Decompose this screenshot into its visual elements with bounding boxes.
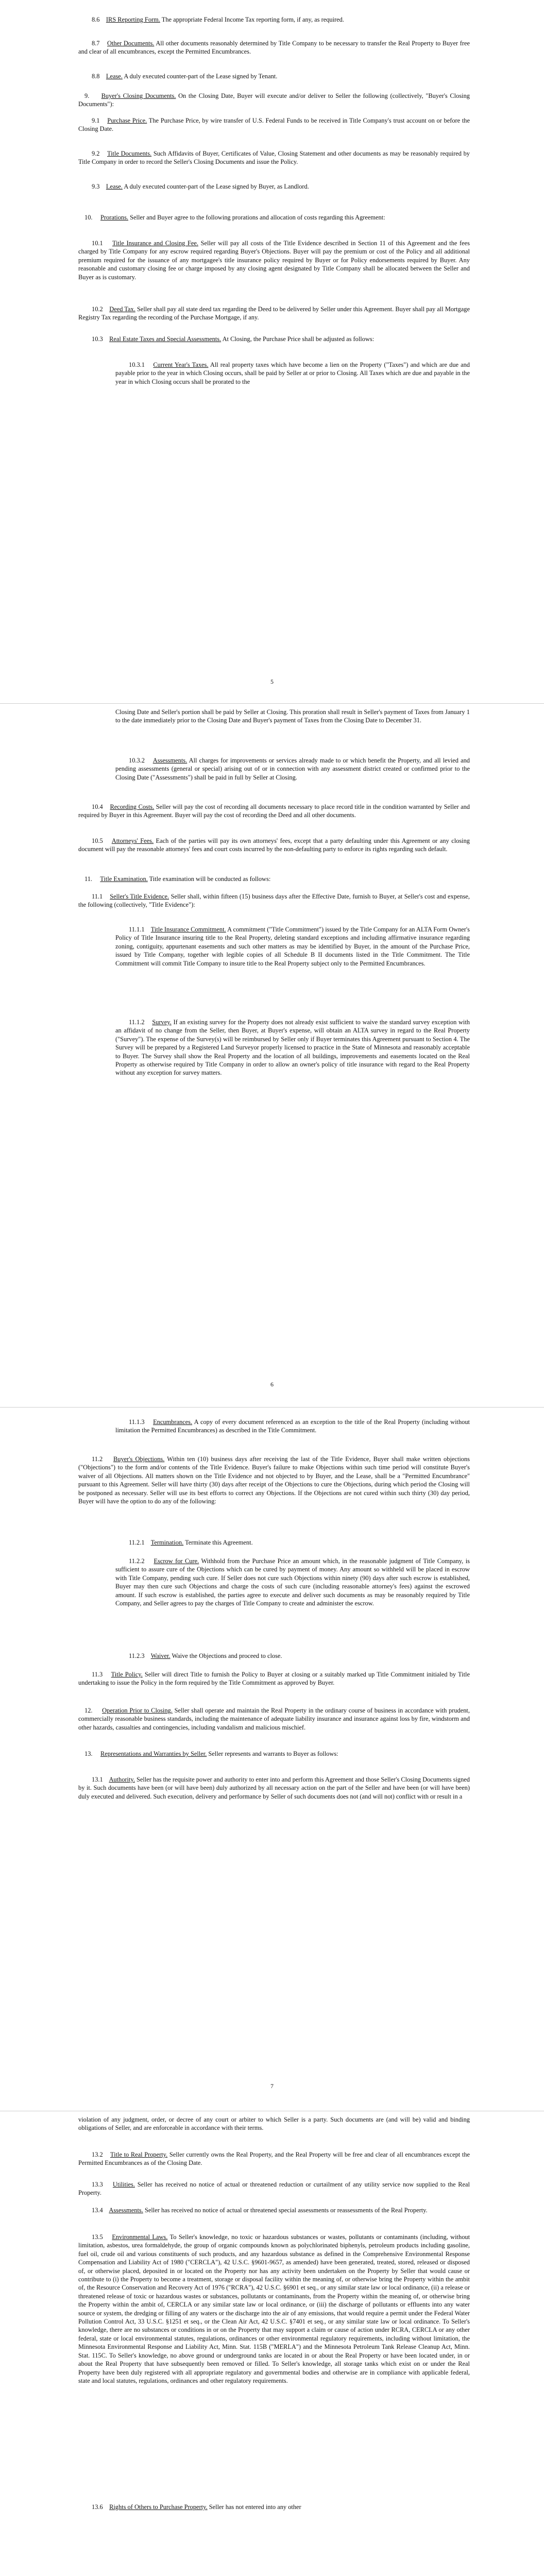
paragraph-10-4 (78, 803, 470, 820)
page-number: 5 (270, 678, 274, 685)
paragraph-13-1 (78, 1775, 470, 1801)
section-title: Representations and Warranties by Seller. (100, 1750, 207, 1757)
section-title: Survey. (152, 1019, 172, 1026)
paragraph-10-5 (78, 837, 470, 854)
section-number: 13.2 (92, 2151, 103, 2158)
section-text: Waive the Objections and proceed to close. (172, 1652, 282, 1659)
section-number: 11.1.2 (129, 1019, 145, 1026)
section-title: Title Documents. (107, 150, 152, 157)
section-number: 9.1 (92, 117, 100, 124)
section-text: Seller shall operate and maintain the Real Property in the ordinary course of business in accordance with prudent, commercially reasonable business standards, including the maintenance of adequate liability insurance and insurance against loss by fire, windstorm and other hazards, casualties and contingencies, including vandalism and malicious mischief. (78, 1707, 470, 1731)
section-title: Title to Real Property. (110, 2151, 168, 2158)
paragraph-11-1-3 (115, 1418, 470, 1435)
section-title: Rights of Others to Purchase Property. (109, 2503, 208, 2511)
paragraph-10-2 (78, 305, 470, 322)
section-text: All charges for improvements or services already made to or which benefit the Property, and all levied and pending assessments (general or special) arising out of or in connection with any assessment district created or confirmed prior to the Closing Date ("Assessments") shall be paid in full by Seller at Closing. (115, 757, 470, 781)
paragraph-11-2-2 (115, 1557, 470, 1607)
paragraph-8-6 (78, 15, 470, 24)
section-title: Termination. (150, 1539, 184, 1546)
section-number: 11.1 (92, 893, 103, 900)
paragraph-10-3-1 (115, 361, 470, 386)
section-number: 10.4 (92, 803, 103, 810)
paragraph-11-1 (78, 892, 470, 909)
section-text: The appropriate Federal Income Tax reporting form, if any, as required. (161, 16, 344, 23)
section-number: 11.1.1 (129, 926, 145, 933)
section-text: All real property taxes which have become a lien on the Property ("Taxes") and which are due and payable prior to the year in which Closing occurs, shall be paid by Seller at or prior to Closing. All Taxes which are due and payable in the year in which Closing occurs shall be prorated to the (115, 361, 470, 385)
paragraph-11-2-3 (115, 1652, 470, 1660)
section-text: All other documents reasonably determined by Title Company to be necessary to transfer the Real Property to Buyer free and clear of all encumbrances, except the Permitted Encumbrances. (78, 40, 470, 56)
section-title: IRS Reporting Form. (106, 16, 160, 23)
section-title: Lease. (106, 73, 123, 80)
page (0, 704, 544, 1407)
section-title: Other Documents. (107, 40, 155, 47)
paragraph-10-1 (78, 239, 470, 281)
section-title: Title Insurance Commitment. (150, 926, 226, 933)
paragraph-continuation (78, 2115, 470, 2132)
section-number: 11.2.2 (129, 1557, 145, 1565)
page (0, 1408, 544, 2111)
section-title: Prorations. (100, 214, 129, 221)
section-title: Purchase Price. (107, 117, 147, 124)
section-number: 13.3 (92, 2181, 103, 2188)
paragraph-8-8 (78, 72, 470, 80)
section-number: 11.3 (92, 1671, 103, 1678)
section-title: Title Insurance and Closing Fee. (112, 240, 198, 247)
section-title: Buyer's Closing Documents. (101, 92, 176, 99)
section-title: Authority. (109, 1776, 135, 1783)
section-text: Seller and Buyer agree to the following prorations and allocation of costs regarding this Agreement: (130, 214, 385, 221)
section-title: Title Policy. (111, 1671, 143, 1678)
section-title: Deed Tax. (109, 306, 135, 313)
section-text: Closing Date and Seller's portion shall be paid by Seller at Closing. This proration shall result in Seller's payment of Taxes from January 1 to the date immediately prior to the Closing Date and Buyer's payment of Taxes from the Closing Date to December 31. (115, 708, 470, 724)
page (0, 2111, 544, 2576)
section-title: Seller's Title Evidence. (110, 893, 169, 900)
section-text: Terminate this Agreement. (185, 1539, 253, 1546)
page-number: 7 (270, 2082, 274, 2090)
paragraph-10 (78, 213, 470, 222)
section-number: 9. (84, 92, 90, 99)
paragraph-8-7 (78, 39, 470, 56)
section-text: Each of the parties will pay its own attorneys' fees, except that a party defaulting under this Agreement or any closing document will pay the reasonable attorneys' fees and court costs incurred by the non-defaulting party to enforce its rights regarding such default. (78, 837, 470, 853)
section-number: 10.3.2 (129, 757, 145, 764)
section-text: Seller will pay all costs of the Title Evidence described in Section 11 of this Agreement and the fees charged by Title Company for any escrow required regarding Buyer's Objections. Buyer will pay the premium or cost of the Policy and all additional premium required for the issuance of any mortgagee's title insurance policy required by Buyer or for Policy endorsements required by Buyer. Any reasonable and customary closing fee or charge imposed by any closing agent designated by Title Company shall be allocated between the Seller and Buyer as is customary. (78, 240, 470, 281)
section-text: Seller has the requisite power and authority to enter into and perform this Agreement and those Seller's Closing Documents signed by it. Such documents have been (or will have been) duly authorized by all necessary action on the part of the Seller and have been (or will have been) duly executed and delivered. Such execution, delivery and performance by Seller of such documents does not (and will not) conflict with or result in a (78, 1776, 470, 1800)
section-number: 10.1 (92, 240, 103, 247)
section-text: Seller currently owns the Real Property, and the Real Property will be free and clear of all encumbrances except the Permitted Encumbrances as of the Closing Date. (78, 2151, 470, 2167)
section-title: Utilities. (112, 2181, 135, 2188)
paragraph-11 (78, 875, 470, 883)
paragraph-10-3-2 (115, 756, 470, 782)
section-title: Escrow for Cure. (154, 1557, 199, 1565)
section-number: 8.8 (92, 73, 100, 80)
section-title: Waiver. (150, 1652, 171, 1659)
paragraph-13-6 (78, 2503, 470, 2511)
section-text: Seller represents and warrants to Buyer as follows: (208, 1750, 338, 1757)
section-text: At Closing, the Purchase Price shall be adjusted as follows: (222, 335, 375, 343)
paragraph-13-3 (78, 2180, 470, 2197)
paragraph-11-1-1 (115, 925, 470, 968)
paragraph-9-3 (78, 182, 470, 191)
section-title: Real Estate Taxes and Special Assessments. (109, 335, 222, 343)
section-number: 9.2 (92, 150, 100, 157)
paragraph-continuation (115, 708, 470, 725)
section-title: Title Examination. (100, 875, 148, 883)
paragraph-11-1-2 (115, 1018, 470, 1077)
section-text: To Seller's knowledge, no toxic or hazardous substances or wastes, pollutants or contaminants (including, without limitation, asbestos, urea formaldehyde, the group of organic compounds known as polychlorinated biphenyls, petroleum products including gasoline, fuel oil, crude oil and various constituents of such products, and any hazardous substance as defined in the Comprehensive Environmental Response Compensation and Liability Act of 1980 ("CERCLA"), 42 U.S.C. §9601-9657, as amended) have been generated, treated, stored, released or disposed of, or otherwise placed, deposited in or located on the Property nor has any activity been undertaken on the Property by Seller that would cause or contribute to (i) the Property to become a treatment, storage or disposal facility within the meaning of, or otherwise bring the Property within the ambit of, the Resource Conservation and Recovery Act of 1976 ("RCRA"), 42 U.S.C. §6901 et seq., or any similar state law or local ordinance, (ii) a release or threatened release of toxic or hazardous wastes or substances, pollutants or contaminants, from the Property within the meaning of, or otherwise bring the Property within the ambit of, CERCLA or any similar state law or local ordinance, or (iii) the discharge of pollutants or effluents into any water source or system, the dredging or filling of any waters or the discharge into the air of any emissions, that would require a permit under the Federal Water Pollution Control Act, 33 U.S.C. §1251 et seq., or the Clean Air Act, 42 U.S.C. §7401 et seq., or any similar state law or local ordinance. To Seller's knowledge, there are no substances or conditions in or on the Property that may support a claim or cause of action under RCRA, CERCLA or any other federal, state or local environmental statutes, regulations, ordinances or other environmental regulatory requirements, including without limitation, the Minnesota Environmental Response and Liability Act, Minn. Stat. 115B ("MERLA") and the Minnesota Petroleum Tank Release Cleanup Act, Minn. Stat. 115C. To Seller's knowledge, no above ground or underground tanks are located in or about the Real Property or have been located under, in or about the Real Property that have subsequently been removed or filled. To Seller's knowledge, all storage tanks which exist on or under the Real Property have been duly registered with all appropriate regulatory and governmental bodies and otherwise are in compliance with applicable federal, state and local statutes, regulations, ordinances and other regulatory requirements. (78, 2233, 470, 2384)
paragraph-13-2 (78, 2150, 470, 2167)
section-number: 10.3.1 (129, 361, 145, 368)
section-text: Seller has received no notice of actual or threatened reduction or curtailment of any utility service now supplied to the Real Property. (78, 2181, 470, 2197)
section-number: 13. (84, 1750, 93, 1757)
section-number: 10. (84, 214, 93, 221)
section-title: Assessments. (109, 2207, 143, 2214)
section-title: Lease. (106, 183, 123, 190)
section-title: Attorneys' Fees. (111, 837, 154, 844)
section-text: Seller has received no notice of actual or threatened special assessments or reassessments of the Real Property. (144, 2207, 428, 2214)
section-number: 11.2 (92, 1455, 103, 1463)
section-number: 10.2 (92, 306, 103, 313)
section-text: Title examination will be conducted as follows: (149, 875, 271, 883)
section-number: 13.4 (92, 2207, 103, 2214)
paragraph-9-2 (78, 149, 470, 166)
section-text: A duly executed counter-part of the Lease signed by Buyer, as Landlord. (124, 183, 309, 190)
section-number: 10.5 (92, 837, 103, 844)
paragraph-11-2 (78, 1455, 470, 1505)
section-text: violation of any judgment, order, or decree of any court or arbiter to which Seller is a party. Such documents are (and will be) valid and binding obligations of Seller, and are enforceable in accordance with their terms. (78, 2116, 470, 2132)
section-number: 11.1.3 (129, 1418, 145, 1426)
section-text: A duly executed counter-part of the Lease signed by Tenant. (124, 73, 278, 80)
page (0, 0, 544, 703)
section-title: Buyer's Objections. (113, 1455, 165, 1463)
section-text: Seller will direct Title to furnish the Policy to Buyer at closing or a suitably marked up Title Commitment initialed by Title undertaking to issue the Policy in the form required by the Title Commitment as approved by Buyer. (78, 1671, 470, 1687)
section-text: A commitment ("Title Commitment") issued by the Title Company for an ALTA Form Owner's Policy of Title Insurance insuring title to the Real Property, deleting standard exceptions and including affirmative insurance regarding zoning, contiguity, appurtenant easements and such other matters as may be identified by Buyer, in the amount of the Purchase Price, issued by Title Company, together with legible copies of all Schedule B II documents listed in the Title Commitment. The Title Commitment will commit Title Company to insure title to the Real Property subject only to the Permitted Encumbrances. (115, 926, 470, 967)
section-title: Recording Costs. (110, 803, 155, 810)
section-text: Withhold from the Purchase Price an amount which, in the reasonable judgment of Title Company, is sufficient to assure cure of the Objections which can be cured by payment of money. Any amount so withheld will be placed in escrow with Title Company, pending such cure. If Seller does not cure such Objections within ninety (90) days after such escrow is established, Buyer may then cure such Objections and charge the costs of such cure (including reasonable attorney's fees) against the escrowed amount. If such escrow is established, the parties agree to execute and deliver such documents as may be reasonably required by Title Company, and Seller agrees to pay the charges of Title Company to create and administer the escrow. (115, 1557, 470, 1607)
paragraph-13-5 (78, 2233, 470, 2385)
paragraph-12 (78, 1706, 470, 1732)
section-number: 10.3 (92, 335, 103, 343)
section-title: Encumbrances. (153, 1418, 193, 1426)
page-number: 6 (270, 1381, 274, 1388)
section-number: 8.7 (92, 40, 100, 47)
section-text: On the Closing Date, Buyer will execute and/or deliver to Seller the following (collectively, "Buyer's Closing Documents"): (78, 92, 470, 108)
paragraph-9 (78, 92, 470, 109)
section-number: 12. (84, 1707, 93, 1714)
section-number: 13.6 (92, 2503, 103, 2511)
section-text: The Purchase Price, by wire transfer of U.S. Federal Funds to be received in Title Company's trust account on or before the Closing Date. (78, 117, 470, 133)
section-title: Assessments. (152, 757, 188, 764)
section-text: Seller shall pay all state deed tax regarding the Deed to be delivered by Seller under this Agreement. Buyer shall pay all Mortgage Registry Tax regarding the recording of the Purchase Mortgage, if any. (78, 306, 470, 321)
section-text: Within ten (10) business days after receiving the last of the Title Evidence, Buyer shall make written objections ("Objections") to the form and/or contents of the Title Evidence. Buyer's failure to make Objections within such time period will constitute Buyer's waiver of all Objections. All matters shown on the Title Evidence and not objected to by Buyer, and the Lease, shall be a "Permitted Encumbrance" pursuant to this Agreement. Seller will have thirty (30) days after receipt of the Objections to cure the Objections, during which period the Closing will be postponed as necessary. Seller will use its best efforts to correct any Objections. If the Objections are not cured within such thirty (30) day period, Buyer will have the option to do any of the following: (78, 1455, 470, 1505)
section-text: Seller has not entered into any other (209, 2503, 301, 2511)
section-title: Current Year's Taxes. (153, 361, 209, 368)
section-text: Seller will pay the cost of recording all documents necessary to place record title in the condition warranted by Seller and required by Buyer in this Agreement. Buyer will pay the cost of recording the Deed and all other documents. (78, 803, 470, 819)
section-number: 13.1 (92, 1776, 103, 1783)
section-text: Such Affidavits of Buyer, Certificates of Value, Closing Statement and other documents as may be reasonably required by Title Company in order to record the Seller's Closing Documents and issue the Policy. (78, 150, 470, 166)
paragraph-11-2-1 (115, 1538, 470, 1547)
section-number: 11.2.3 (129, 1652, 145, 1659)
section-title: Environmental Laws. (112, 2233, 168, 2241)
section-number: 9.3 (92, 183, 100, 190)
paragraph-11-3 (78, 1670, 470, 1687)
section-text: Seller shall, within fifteen (15) business days after the Effective Date, furnish to Buyer, at Seller's cost and expense, the following (collectively, "Title Evidence"): (78, 893, 470, 909)
section-number: 11. (84, 875, 93, 883)
section-number: 11.2.1 (129, 1539, 145, 1546)
paragraph-9-1 (78, 116, 470, 133)
section-number: 13.5 (92, 2233, 103, 2241)
section-text: If an existing survey for the Property does not already exist sufficient to waive the standard survey exception with an affidavit of no change from the Seller, then Buyer, at Buyer's expense, will obtain an ALTA survey in regard to the Real Property ("Survey"). The expense of the Survey(s) will be reimbursed by Seller only if Buyer terminates this Agreement pursuant to Section 4. The Survey will be prepared by a Registered Land Surveyor properly licensed to practice in the State of Minnesota and reasonably acceptable to Buyer. The Survey shall show the Real Property and the location of all buildings, improvements and easements located on the Real Property as otherwise required by Title Company in order to allow an owner's policy of title insurance with regard to the Real Property without any exception for survey matters. (115, 1019, 470, 1077)
section-text: A copy of every document referenced as an exception to the title of the Real Property (including without limitation the Permitted Encumbrances) as described in the Title Commitment. (115, 1418, 470, 1434)
paragraph-13-4 (78, 2206, 470, 2214)
section-number: 8.6 (92, 16, 100, 23)
paragraph-13 (78, 1750, 470, 1758)
paragraph-10-3 (78, 335, 470, 343)
section-title: Operation Prior to Closing. (102, 1707, 173, 1714)
